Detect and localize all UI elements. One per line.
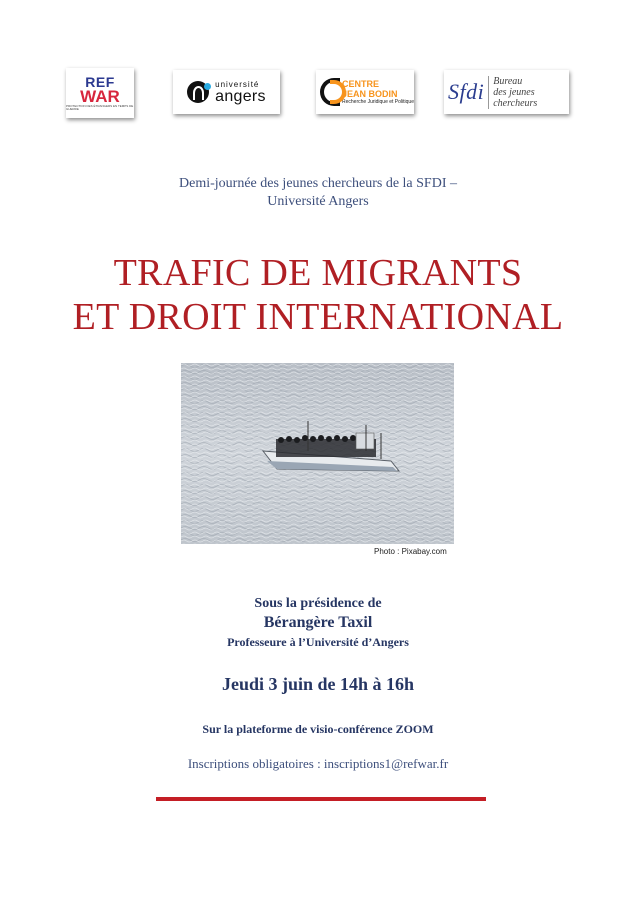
photo-credit: Photo : Pixabay.com (374, 547, 447, 556)
universite-angers-logo (173, 70, 280, 114)
title-line-1: TRAFIC DE MIGRANTS (113, 252, 523, 294)
subtitle-line-2: Université Angers (267, 194, 369, 209)
refwar-logo-tagline: PROTECTION DES ÉTRANGERS EN TEMPS DE GUERRE (66, 103, 134, 111)
angers-logo-line1: université (215, 80, 260, 89)
subtitle-line-1: Demi-journée des jeunes chercheurs de la SFDI – (179, 176, 457, 191)
title-line-2: ET DROIT INTERNATIONAL (72, 296, 564, 338)
president-name: Bérangère Taxil (263, 614, 373, 631)
bodin-logo-line1: CENTRE (342, 78, 380, 89)
bodin-logo-line2: JEAN BODIN (342, 88, 398, 99)
sfdi-logo (444, 70, 569, 114)
migrant-boat-photo (181, 363, 454, 544)
sfdi-logo-line1: Bureau (493, 75, 523, 87)
registration-info: Inscriptions obligatoires : inscriptions1@refwar.fr (187, 756, 449, 771)
centre-jean-bodin-logo (316, 70, 414, 114)
refwar-logo (66, 68, 134, 118)
sfdi-logo-name: Sfdi (448, 79, 485, 104)
event-title (0, 251, 636, 339)
president-role: Professeure à l’Université d’Angers (227, 635, 409, 649)
presidency-label: Sous la présidence de (254, 596, 382, 611)
event-subtitle (0, 175, 636, 211)
red-divider (156, 797, 486, 801)
bodin-logo-line3: Recherche Juridique et Politique (342, 98, 414, 105)
jean-bodin-mark-icon (320, 76, 338, 108)
angers-mark-icon (187, 81, 209, 103)
refwar-logo-top: REF (85, 73, 115, 90)
sfdi-logo-line2: des jeunes chercheurs (493, 86, 538, 109)
angers-logo-line2: angers (215, 88, 266, 105)
event-date: Jeudi 3 juin de 14h à 16h (221, 674, 415, 694)
refwar-logo-bottom: WAR (80, 86, 120, 106)
event-platform: Sur la plateforme de visio-conférence ZOOM (202, 722, 434, 736)
